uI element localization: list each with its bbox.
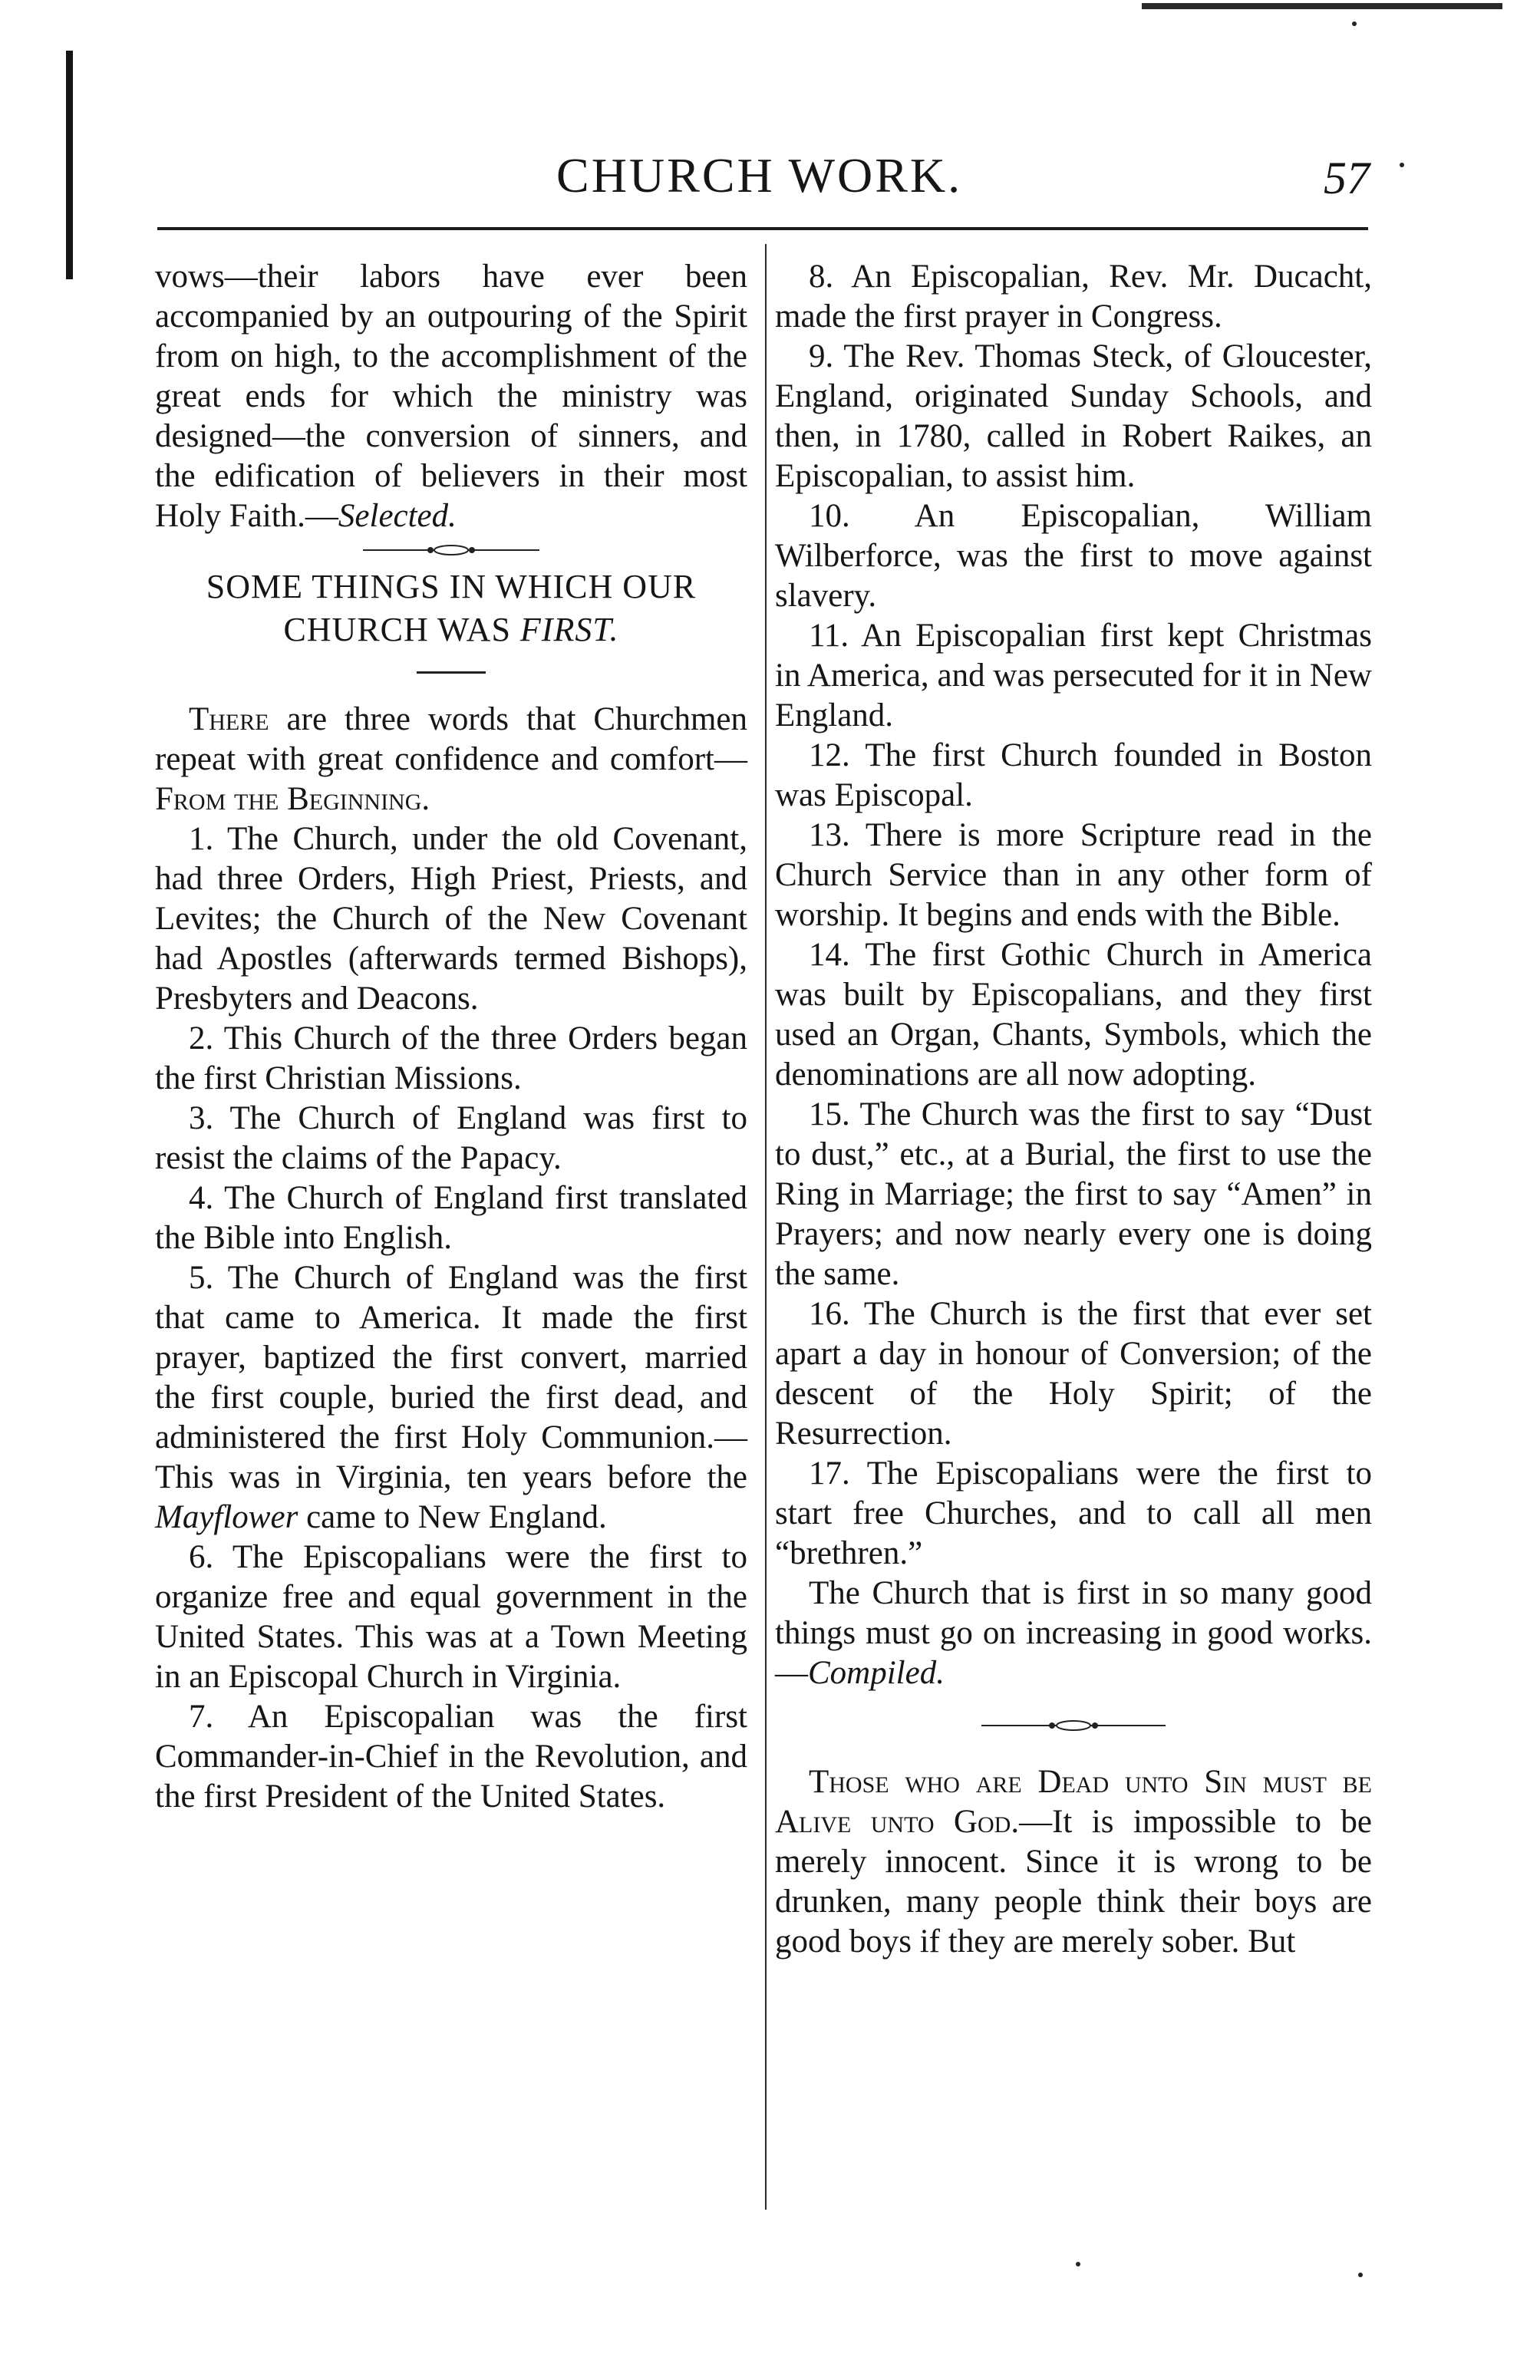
scan-speck (1076, 2262, 1080, 2266)
list-item: 16. The Church is the first that ever set apart a day in honour of Conversion; of the descent of the Holy Spirit; of the Resurrection. (775, 1296, 1372, 1452)
running-title: CHURCH WORK. (556, 148, 963, 203)
lead-paragraph (155, 700, 747, 819)
lead-motto: From the Beginning. (155, 781, 430, 817)
page-number: 57 (1324, 153, 1370, 203)
list-item: 10. An Episcopalian, William Wilberforce, was the first to move against slavery. (775, 498, 1372, 614)
source-attribution: Compiled. (808, 1655, 945, 1691)
ship-name: Mayflower (155, 1499, 298, 1535)
closing-paragraph (775, 1574, 1372, 1693)
list-item: 7. An Episcopalian was the first Commander-in-Chief in the Revolution, and the first President of the United States. (155, 1699, 747, 1815)
list-item: 6. The Episcopalians were the first to organize free and equal government in the United States. This was at a Town Meeting in an Episcopal Church in Virginia. (155, 1539, 747, 1695)
next-article-heading: Those who are Dead unto Sin must be Alive unto God. (775, 1764, 1372, 1840)
source-attribution: Selected. (338, 498, 457, 534)
short-rule (417, 671, 486, 674)
article-title-text: CHURCH WAS (283, 611, 520, 648)
running-head (157, 147, 1370, 216)
article-title-emphasis: FIRST. (519, 611, 619, 648)
scan-speck (1358, 2273, 1363, 2277)
list-item: 1. The Church, under the old Covenant, had three Orders, High Priest, Priests, and Levites; the Church of the New Covenant had Apostles (afterwards termed Bishops), Presbyters and Deacons. (155, 821, 747, 1017)
list-item-text: 5. The Church of England was the first that came to America. It made the first prayer, baptized the first convert, married the first couple, buried the first dead, and administered the first Holy Communion.—This was in Virginia, ten years before the (155, 1260, 747, 1495)
fleuron-divider (363, 544, 539, 556)
list-item: 13. There is more Scripture read in the Church Service than in any other form of worship. It begins and ends with the Bible. (775, 817, 1372, 933)
scan-speck (1352, 21, 1357, 26)
list-item: 8. An Episcopalian, Rev. Mr. Ducacht, made the first prayer in Congress. (775, 259, 1372, 335)
scan-speck (1400, 163, 1404, 167)
article-title-line (155, 608, 747, 651)
continued-paragraph (155, 257, 747, 536)
continued-text: vows—their labors have ever been accompanied by an outpouring of the Spirit from on high, to the accomplishment of the great ends for which the ministry was designed—the conversion of sinners, and the edification of believers in their most Holy Faith.— (155, 259, 747, 534)
list-item: 9. The Rev. Thomas Steck, of Gloucester, England, originated Sunday Schools, and then, in 1780, called in Robert Raikes, an Episcopalian, to assist him. (775, 338, 1372, 494)
closing-text: The Church that is first in so many good things must go on increasing in good works.— (775, 1575, 1372, 1691)
list-item (155, 1258, 747, 1538)
list-item: 14. The first Gothic Church in America was built by Episcopalians, and they first used an Organ, Chants, Symbols, which the denominations are all now adopting. (775, 937, 1372, 1093)
next-article-text: —It is impossible to be merely innocent. Since it is wrong to be drunken, many people think their boys are good boys if they are merely sober. But (775, 1804, 1372, 1960)
list-item: 4. The Church of England first translated the Bible into English. (155, 1180, 747, 1256)
scan-edge-bar-top (1142, 3, 1502, 9)
article-title-line: SOME THINGS IN WHICH OUR (206, 568, 697, 605)
lead-word: There (189, 701, 269, 737)
lead-text: are three words that Churchmen repeat with great confidence and comfort— (155, 701, 747, 777)
left-column (155, 257, 747, 1817)
article-title (155, 565, 747, 651)
list-item-text: came to New England. (298, 1499, 607, 1535)
header-rule (157, 227, 1368, 230)
next-article-paragraph (775, 1762, 1372, 1962)
list-item: 2. This Church of the three Orders began the first Christian Missions. (155, 1020, 747, 1096)
column-divider (765, 244, 767, 2210)
list-item: 17. The Episcopalians were the first to start free Churches, and to call all men “brethren.” (775, 1455, 1372, 1571)
scan-edge-bar (66, 51, 73, 279)
list-item: 12. The first Church founded in Boston was Episcopal. (775, 737, 1372, 813)
right-column (775, 257, 1372, 1962)
list-item: 11. An Episcopalian first kept Christmas in America, and was persecuted for it in New England. (775, 618, 1372, 733)
list-item: 3. The Church of England was first to resist the claims of the Papacy. (155, 1100, 747, 1176)
list-item: 15. The Church was the first to say “Dust to dust,” etc., at a Burial, the first to use the Ring in Marriage; the first to say “Amen” in Prayers; and now nearly every one is doing the same. (775, 1096, 1372, 1292)
fleuron-divider (981, 1719, 1166, 1732)
